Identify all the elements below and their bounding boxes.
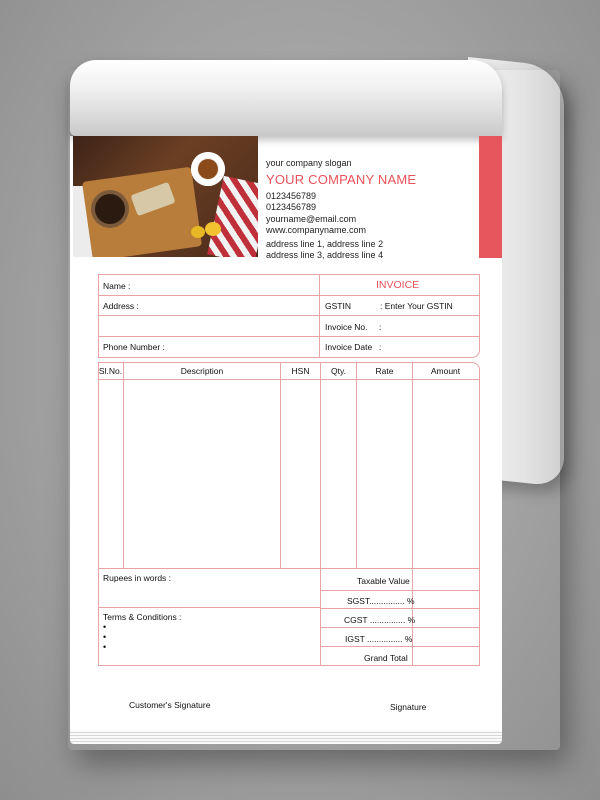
invoice-title: INVOICE <box>376 279 420 291</box>
address-line-1: address line 1, address line 2 <box>266 239 384 249</box>
phone-number-label: Phone Number : <box>103 342 165 352</box>
col-slno: Sl.No. <box>98 366 123 376</box>
col-amount: Amount <box>430 366 461 376</box>
grand-total-label: Grand Total <box>364 653 408 663</box>
taxable-value-label: Taxable Value <box>357 576 410 586</box>
terms-bullet-3: • <box>103 642 107 652</box>
gstin-value[interactable]: : Enter Your GSTIN <box>380 301 453 311</box>
page-stack <box>70 730 502 744</box>
customer-signature-label: Customer's Signature <box>129 700 211 710</box>
name-label: Name : <box>103 281 131 291</box>
igst-label: IGST ............... % <box>345 634 413 644</box>
col-rate: Rate <box>375 366 394 376</box>
terms-label: Terms & Conditions : <box>103 612 182 622</box>
company-slogan: your company slogan <box>266 158 352 168</box>
email: yourname@email.com <box>266 214 357 224</box>
phone-2: 0123456789 <box>266 202 317 212</box>
invoice-date-label: Invoice Date <box>325 342 373 352</box>
col-qty: Qty. <box>331 366 346 376</box>
header-photo <box>73 136 258 257</box>
gstin-label: GSTIN <box>325 301 351 311</box>
binding-curl <box>70 60 502 136</box>
accent-bar <box>479 136 502 258</box>
terms-bullet-1: • <box>103 622 107 632</box>
phone-1: 0123456789 <box>266 191 317 201</box>
cgst-label: CGST ............... % <box>344 615 416 625</box>
invoice-date-sep: : <box>379 342 382 352</box>
address-label: Address : <box>103 301 139 311</box>
invoice-no-label: Invoice No. <box>325 322 368 332</box>
col-hsn: HSN <box>291 366 310 376</box>
sgst-label: SGST............... % <box>347 596 415 606</box>
terms-bullet-2: • <box>103 632 107 642</box>
invoice-no-sep: : <box>379 322 382 332</box>
address-line-2: address line 3, address line 4 <box>266 250 384 260</box>
company-name: YOUR COMPANY NAME <box>266 172 417 187</box>
signature-label: Signature <box>390 702 427 712</box>
website: www.companyname.com <box>266 225 367 235</box>
col-description: Description <box>180 366 224 376</box>
rupees-in-words-label: Rupees in words : <box>103 573 172 583</box>
